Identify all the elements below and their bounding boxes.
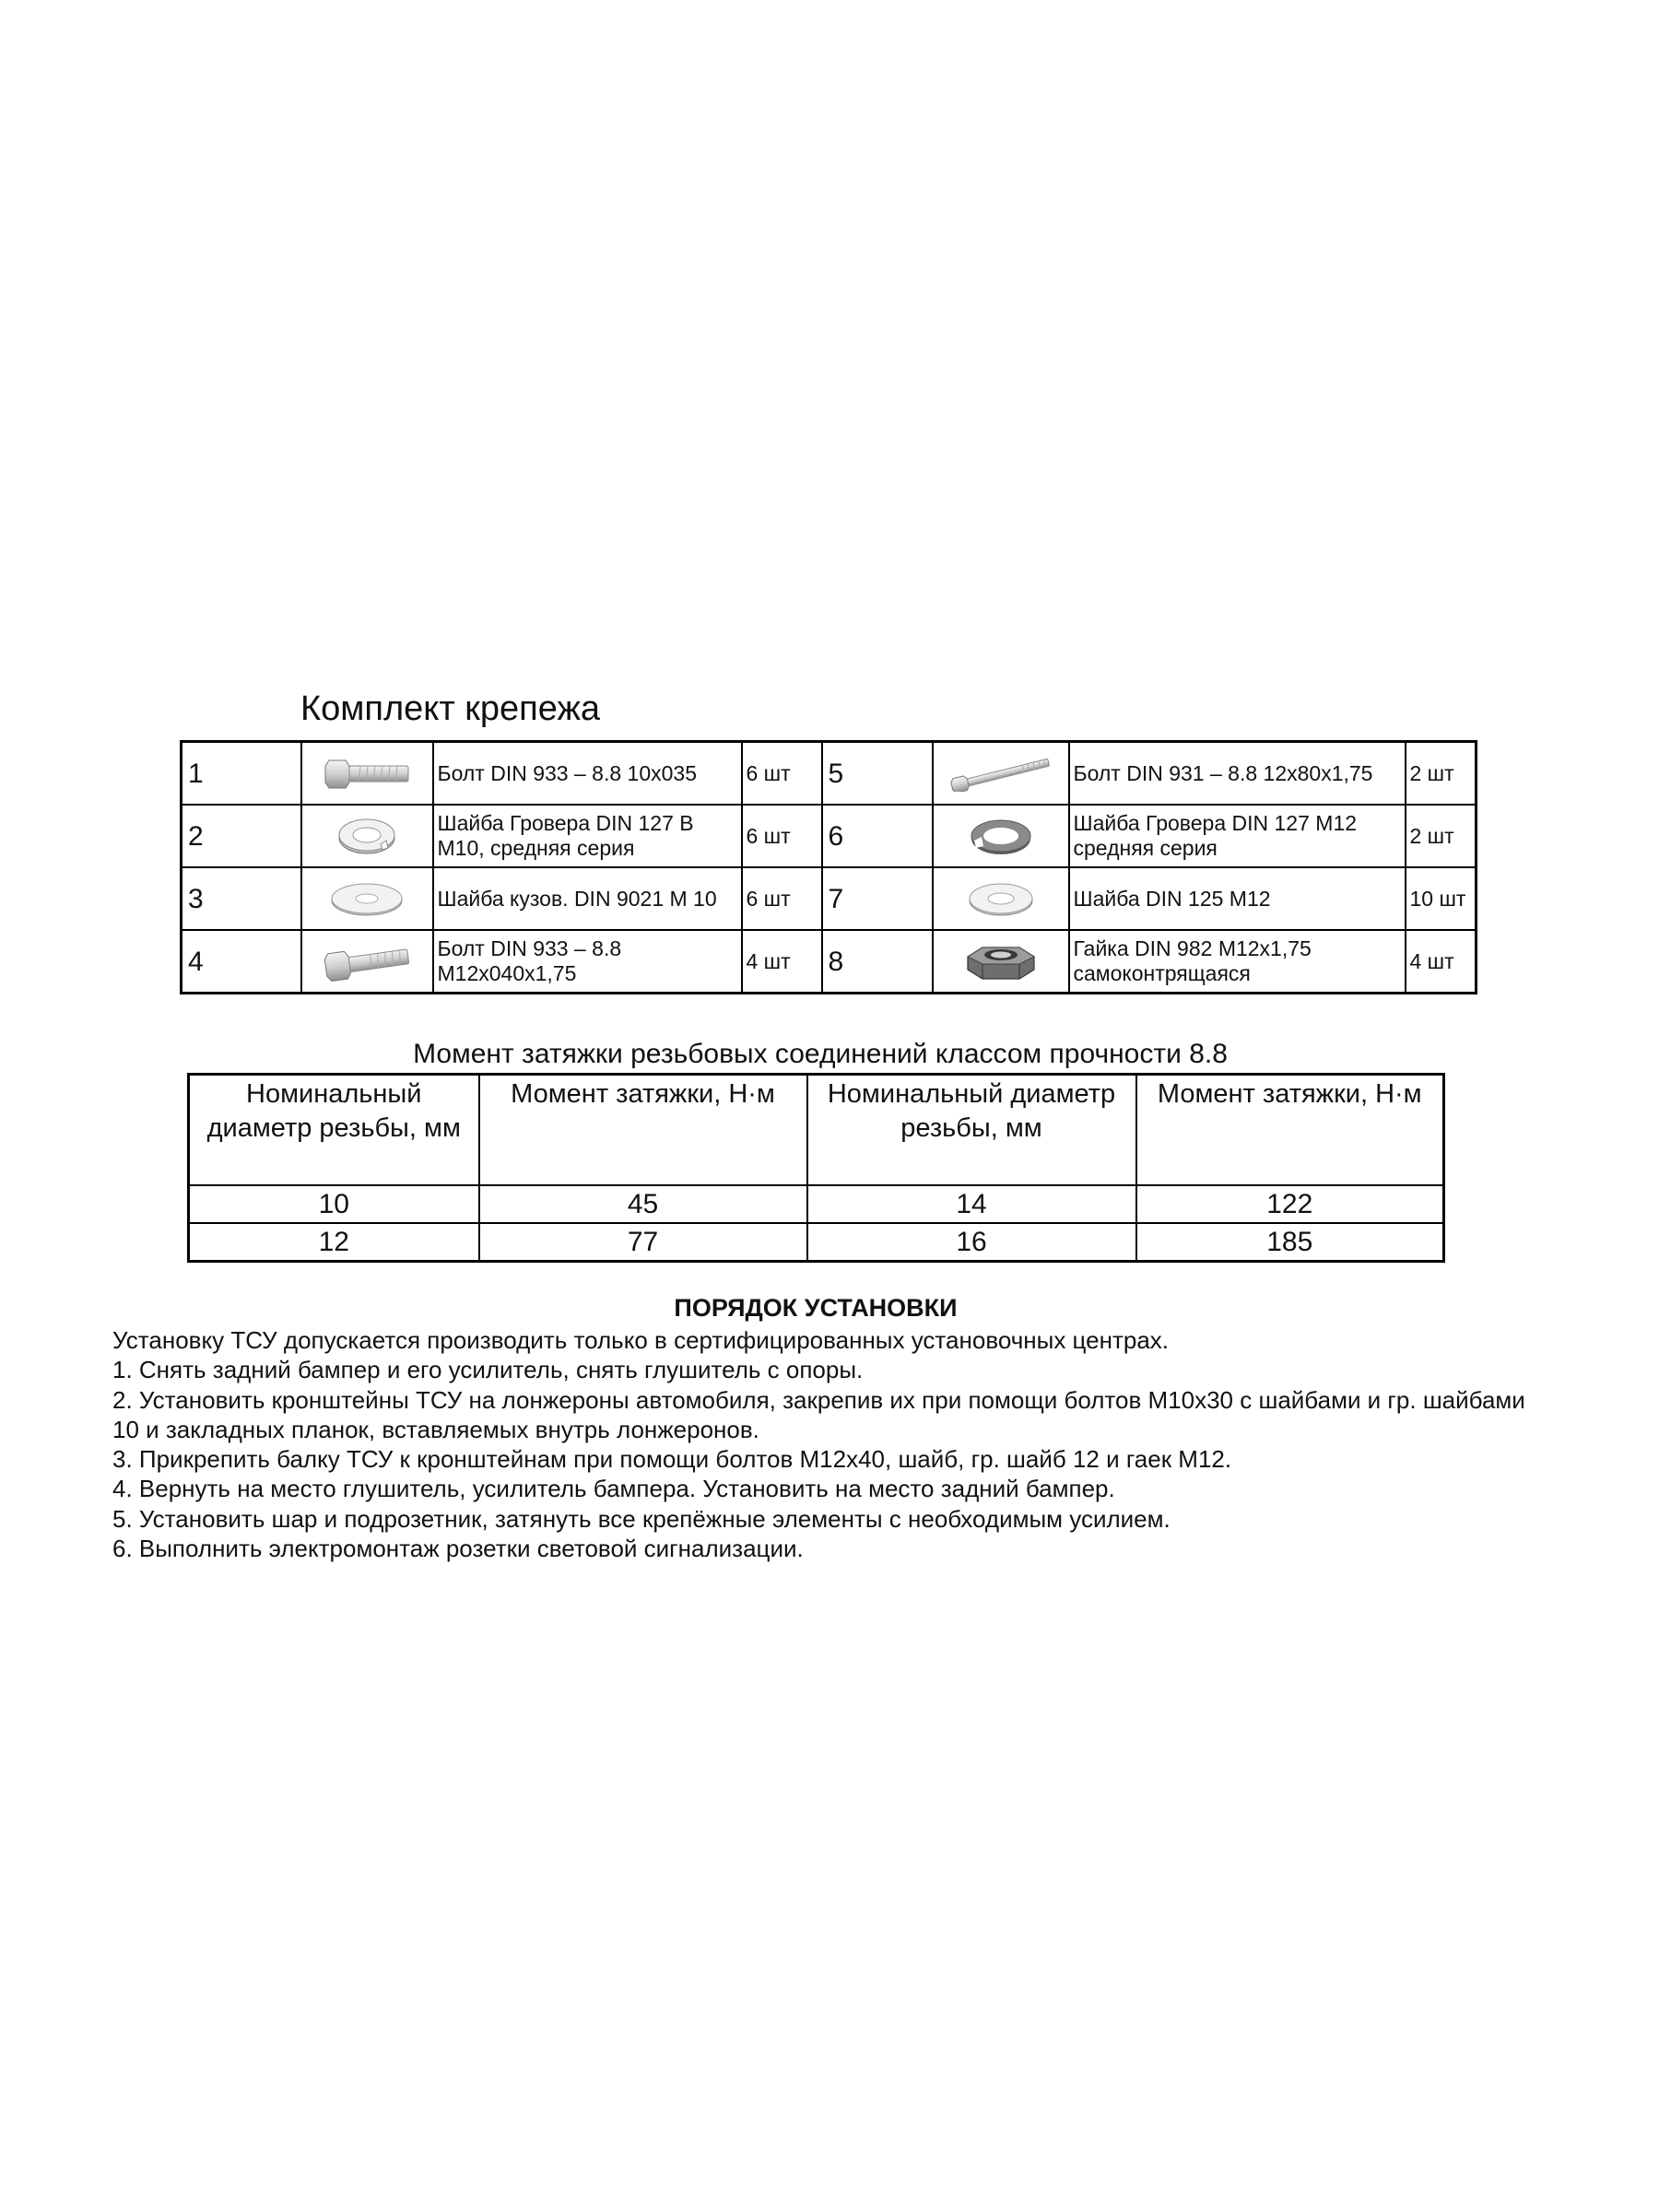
procedure-step: 4. Вернуть на место глушитель, усилитель бампера. Установить на место задний бампер. <box>112 1475 1115 1503</box>
part-description: Шайба DIN 125 М12 <box>1069 867 1406 930</box>
torque-header-row <box>189 1075 1444 1186</box>
kit-row <box>182 805 1477 867</box>
hex-bolt-icon <box>301 930 433 994</box>
part-number: 2 <box>182 805 301 867</box>
table-cell: 10 <box>189 1185 479 1223</box>
table-cell: 16 <box>807 1223 1136 1262</box>
part-quantity: 6 шт <box>742 805 822 867</box>
part-description: Болт DIN 931 – 8.8 12х80х1,75 <box>1069 742 1406 806</box>
fastener-kit-table <box>180 740 1477 994</box>
hex-bolt-long-icon <box>933 742 1069 806</box>
flat-washer-icon <box>933 867 1069 930</box>
hex-bolt-short-icon <box>301 742 433 806</box>
column-header: Момент затяжки, Н·м <box>1136 1075 1444 1186</box>
procedure-title: ПОРЯДОК УСТАНОВКИ <box>674 1294 958 1322</box>
procedure-step: 2. Установить кронштейны ТСУ на лонжероны автомобиля, закрепив их при помощи болтов М10х30 с шайбами и гр. шайбами 10 и закладных планок, вставляемых внутрь лонжеронов. <box>112 1385 1525 1443</box>
part-description: Шайба Гровера DIN 127 B М10, средняя серия <box>433 805 742 867</box>
kit-row <box>182 930 1477 994</box>
part-quantity: 4 шт <box>742 930 822 994</box>
part-quantity: 2 шт <box>1406 805 1477 867</box>
part-quantity: 2 шт <box>1406 742 1477 806</box>
part-number: 3 <box>182 867 301 930</box>
lock-nut-icon <box>933 930 1069 994</box>
part-number: 6 <box>822 805 933 867</box>
procedure-text <box>112 1325 1550 1563</box>
part-description: Гайка DIN 982 М12х1,75 самоконтрящаяся <box>1069 930 1406 994</box>
body-washer-icon <box>301 867 433 930</box>
column-header: Номинальный диаметр резьбы, мм <box>189 1075 479 1186</box>
kit-row <box>182 742 1477 806</box>
table-cell: 14 <box>807 1185 1136 1223</box>
column-header: Момент затяжки, Н·м <box>479 1075 807 1186</box>
table-row <box>189 1223 1444 1262</box>
procedure-step: 6. Выполнить электромонтаж розетки световой сигнализации. <box>112 1535 804 1563</box>
kit-row <box>182 867 1477 930</box>
table-cell: 12 <box>189 1223 479 1262</box>
part-description: Болт DIN 933 – 8.8 10х035 <box>433 742 742 806</box>
part-description: Болт DIN 933 – 8.8 М12х040х1,75 <box>433 930 742 994</box>
part-description: Шайба кузов. DIN 9021 М 10 <box>433 867 742 930</box>
part-number: 4 <box>182 930 301 994</box>
part-number: 1 <box>182 742 301 806</box>
part-quantity: 6 шт <box>742 742 822 806</box>
kit-title: Комплект крепежа <box>300 689 601 728</box>
procedure-step: 1. Снять задний бампер и его усилитель, снять глушитель с опоры. <box>112 1356 864 1384</box>
part-quantity: 6 шт <box>742 867 822 930</box>
torque-title: Момент затяжки резьбовых соединений классом прочности 8.8 <box>413 1039 1228 1069</box>
part-quantity: 10 шт <box>1406 867 1477 930</box>
part-number: 8 <box>822 930 933 994</box>
torque-table <box>187 1073 1445 1263</box>
procedure-step: 5. Установить шар и подрозетник, затянуть все крепёжные элементы с необходимым усилием. <box>112 1504 1171 1533</box>
procedure-step: 3. Прикрепить балку ТСУ к кронштейнам при помощи болтов М12х40, шайб, гр. шайб 12 и гаек М12. <box>112 1445 1232 1474</box>
part-number: 7 <box>822 867 933 930</box>
table-cell: 185 <box>1136 1223 1444 1262</box>
procedure-line: Установку ТСУ допускается производить только в сертифицированных установочных центрах. <box>112 1326 1170 1354</box>
part-quantity: 4 шт <box>1406 930 1477 994</box>
part-description: Шайба Гровера DIN 127 М12 средняя серия <box>1069 805 1406 867</box>
split-lock-washer-icon <box>301 805 433 867</box>
column-header: Номинальный диаметр резьбы, мм <box>807 1075 1136 1186</box>
table-row <box>189 1185 1444 1223</box>
part-number: 5 <box>822 742 933 806</box>
table-cell: 122 <box>1136 1185 1444 1223</box>
split-lock-washer-dark-icon <box>933 805 1069 867</box>
table-cell: 45 <box>479 1185 807 1223</box>
table-cell: 77 <box>479 1223 807 1262</box>
